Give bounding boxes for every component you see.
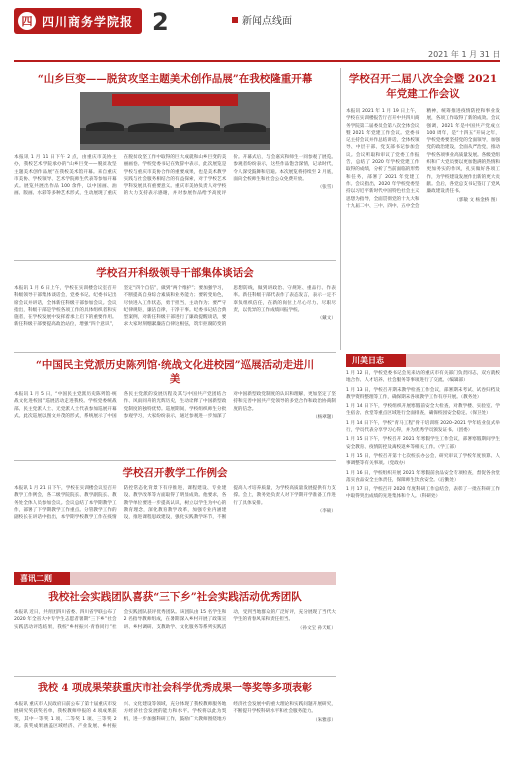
article-exhibition bbox=[14, 70, 336, 258]
brief-item: 1 月 15 日，学校召开第十七次校长办公会，研究审议了学校年度预算、人事调整等有关事项。（党政办） bbox=[346, 453, 500, 467]
article-cadre-byline: （戴文） bbox=[317, 316, 336, 322]
photo-crowd bbox=[180, 122, 220, 131]
article-practice-text: 本报讯 近日，共青团四川省委、四川省学联公布了 2020 年全省大中专学生志愿者暑期“三下乡”社会实践活动评选结果，我校“乡村振兴·青春同行”社会实践团队获评优秀团队。该团队由 15 名学生和 2 名指导教师组成，在暑期深入乡村开展了政策宣讲、乡村调研、支教助学、文化服务等系列实践活动，受到当地群众的广泛好评，充分展现了当代大学生的青春风采和责任担当。 bbox=[14, 610, 336, 630]
top-rule bbox=[14, 60, 500, 62]
article-exhibition-text: 本报讯 1 月 11 日下午 2 点，由重庆市美协主办，我校艺术学院承办的“山乡巨变——脱贫攻坚主题美术创作品展”在我校美术馆开幕。来自重庆市美协、学校领导、艺术学院师生代表等参加开幕式。展览共展出作品 100 余件，以中国画、油画、版画、水彩等多种艺术形式，生动展现了重庆在脱贫攻坚工作中取得的巨大成就和山乡巨变的美丽画卷。学校党委书记在致辞中表示，此次展览是学校与重庆市美协合作的重要成果，也是美术教学实践与社会服务相结合的有益探索，对于学校艺术学科发展具有重要意义。重庆市美协负责人对学校的大力支持表示感谢，并对参展作品给予高度评价。开幕式后，与会嘉宾和师生一同参观了展览。参观者纷纷表示，这些作品饱含深情，记录时代，令人深受鼓舞和启迪。本次展览将持续至 2 月底，面向全校师生和社会公众免费开放。 bbox=[14, 155, 336, 197]
article-united-front bbox=[14, 356, 336, 458]
article-practice-team bbox=[14, 588, 336, 674]
article-cadre-talk bbox=[14, 264, 336, 350]
brief-item: 1 月 13 日，学校召开期末教学检查工作会议，部署期末考试、试卷归档及教学资料整理等工作，确保期末各项教学工作有序开展。（教务处） bbox=[346, 387, 500, 400]
briefs-header: 川美日志 bbox=[346, 354, 406, 367]
article-party-text: 本报讯 2021 年 1 月 19 日上午，学校在实训楼报告厅召开中共四川商务学院第二届委员会第八次全体会议暨 2021 年党建工作会议。党委书记主持会议并作总结讲话，全体校领导、中层干部、党支部书记参加会议。会议听取和审议了党委工作报告，总结了 2020 年学校党建工作取得的成绩，分析了当前面临的形势和任务，部署了 2021 年党建工作。会议指出，2020 年学校党委坚持以习近平新时代中国特色社会主义思想为指导，全面贯彻党的十九大和十九届二中、三中、四中、五中全会精神，统筹推进疫情防控和事业发展，各项工作取得了新的成效。会议强调，2021 年是中国共产党成立 100 周年，是“十四五”开局之年，学校党委要坚持党的全面领导，加强党的政治建设，全面从严治党，推动学校各项事业高质量发展。各级党组织和广大党员要以更加饱满的热情和更加务实的作风，扎实做好各项工作，为学校建设发展作出新的更大贡献。会后，各党总支书记签订了党风廉政建设责任书。 bbox=[346, 109, 500, 209]
article-awards bbox=[14, 680, 336, 760]
article-awards-byline: （朱雅彦） bbox=[312, 717, 336, 723]
article-teaching-meeting bbox=[14, 464, 336, 568]
section-divider bbox=[14, 676, 336, 677]
article-united-front-title: “中国民主党派历史陈列馆·统战文化进校园”巡展活动走进川美 bbox=[35, 359, 315, 385]
article-practice-body bbox=[14, 609, 336, 673]
article-united-front-body bbox=[14, 391, 336, 457]
article-teaching-text: 本报讯 1 月 21 日下午，学校在实训楼会议室召开教学工作例会，各二级学院院长、教学副院长、教务处全体人员参加会议。会议总结了本学期教学工作，部署了下学期教学工作重点。分管教学工作的副校长在讲话中指出，本学期学校教学工作在疫情防控常态化背景下有序推进，课程建设、专业建设、教学改革等方面取得了明显成效。他要求，各教学单位要进一步提高认识，树立以学生为中心的教育理念，深化教育教学改革，加强专业内涵建设，推进课程思政建设，强化实践教学环节，不断提高人才培养质量，为学校高质量发展提供有力支撑。会上，教务处负责人对下学期开学准备工作进行了具体安排。 bbox=[14, 486, 336, 521]
article-cadre-body bbox=[14, 285, 336, 349]
article-practice-title: 我校社会实践团队喜获“三下乡”社会实践活动优秀团队 bbox=[48, 591, 302, 603]
article-exhibition-title: “山乡巨变——脱贫攻坚主题美术创作品展”在我校隆重开幕 bbox=[37, 73, 313, 85]
section-divider bbox=[14, 352, 336, 353]
section-divider bbox=[14, 260, 336, 261]
brief-item: 1 月 16 日，学校组织开展 2021 年寒假前食品安全专项检查，督促各食堂落实食品安全主体责任，保障师生饮食安全。（后勤处） bbox=[346, 470, 500, 483]
article-party-byline: （郭敏 文 杨金桥 图） bbox=[454, 197, 500, 203]
newspaper-logo bbox=[14, 8, 142, 34]
article-exhibition-body bbox=[14, 154, 336, 256]
square-bullet-icon bbox=[232, 17, 238, 23]
photo-crowd bbox=[128, 123, 174, 132]
brief-item: 1 月 14 日下午，学校“青马工程”骨干培训班 2020–2021 学年结业仪式举行，学员代表分享学习心得，并为优秀学员颁发证书。（团委） bbox=[346, 420, 500, 434]
exhibition-photo bbox=[80, 92, 270, 150]
masthead bbox=[0, 0, 514, 64]
briefs-header-bar bbox=[406, 354, 500, 367]
article-exhibition-byline: （张雪） bbox=[317, 185, 336, 191]
brief-item: 1 月 14 日下午，学校组织开展寒假前安全大检查，对教学楼、实验室、学生宿舍、食堂等重点区域进行全面排查，确保校园安全稳定。（保卫处） bbox=[346, 404, 500, 417]
article-teaching-byline: （李硕） bbox=[317, 508, 336, 514]
section-label: 新闻点线面 bbox=[242, 16, 292, 27]
article-party-conference bbox=[346, 70, 500, 350]
article-awards-body bbox=[14, 701, 336, 759]
brief-item: 1 月 15 日下午，学校召开 2021 年寒假学生工作会议，部署寒假期间学生安全教育、疫情防控及离校返乡等相关工作。（学工部） bbox=[346, 437, 500, 450]
photo-banner bbox=[112, 94, 238, 106]
article-united-front-byline: （杨翠题） bbox=[312, 414, 336, 420]
article-teaching-title: 学校召开教学工作例会 bbox=[122, 467, 228, 479]
article-awards-text: 本报讯 重庆市人民政府日前公布了第十届重庆市发展研究奖获奖名单，我校教师申报的 4 项成果获奖，其中一等奖 1 项、二等奖 1 项、三等奖 2 项。获奖成果涵盖区域经济、产业发展、乡村振兴、文化建设等领域，充分体现了我校教师服务地方经济社会发展的能力和水平。学校将以此为契机，进一步加强科研工作，鼓励广大教师围绕地方经济社会发展中的重大理论和实践问题开展研究，不断提升学校科研水平和社会服务能力。 bbox=[14, 702, 336, 729]
article-cadre-text: 本报讯 1 月 6 日上午，学校在实训楼会议室召开科级领导干部集体谈话会，党委书记、纪委书记出席会议并讲话，全体新任科级干部参加会议。会议指出，科级干部是学校各项工作的具体组织者和实施者，在学校发展中发挥着承上启下的重要作用。新任科级干部要提高政治站位，增强“四个意识”，坚定“四个自信”，做到“两个维护”；要加强学习，不断提高自身综合素质和业务能力；要转变角色，尽快进入工作状态，勇于担当，主动作为；要严守纪律规矩，廉洁自律，干净干事。纪委书记结合典型案例，对新任科级干部进行了廉政提醒谈话，要求大家时刻绷紧廉洁自律这根弦，筑牢拒腐防变的思想防线，做到讲政治、守规矩、重品行、作表率。新任科级干部代表作了表态发言，表示一定不辜负组织信任，在新的岗位上尽心尽力、尽职尽责，以优异的工作成绩回报学校。 bbox=[14, 286, 336, 328]
logo-mark: 四 bbox=[18, 12, 36, 30]
article-teaching-body bbox=[14, 485, 336, 567]
logo-text: 四川商务学院报 bbox=[42, 14, 134, 29]
honor-section-header: 喜讯二则 bbox=[14, 572, 70, 585]
section-divider bbox=[14, 460, 336, 461]
column-divider bbox=[340, 68, 341, 350]
article-party-title: 学校召开二届八次全会暨 2021 年党建工作会议 bbox=[348, 73, 498, 100]
section-name bbox=[232, 12, 292, 27]
page-number: 2 bbox=[152, 8, 169, 36]
article-united-front-text: 本报讯 1 月 5 日，“中国民主党派历史陈列馆·统战文化进校园”巡展活动走进我校。学校党委统战部、民主党派人士、无党派人士代表参加巡展开幕式。此次巡展以图文并茂的形式，系统展示了中国各民主党派的发展历程及其与中国共产党团结合作、风雨同舟的光辉历史，生动诠释了中国新型政党制度的独特优势。巡展期间，学校组织师生分批参观学习，大家纷纷表示，通过参观进一步加深了对中国新型政党制度的认识和理解，更加坚定了坚持和完善中国共产党领导的多党合作和政治协商制度的信念。 bbox=[14, 392, 336, 419]
briefs-list bbox=[346, 370, 500, 754]
article-practice-byline: （孙文宝 孙天虹） bbox=[297, 625, 336, 631]
photo-crowd bbox=[86, 122, 124, 131]
article-cadre-title: 学校召开科级领导干部集体谈话会 bbox=[96, 267, 254, 279]
brief-item: 1 月 12 日，学校党委书记会见来访的重庆市有关部门负责同志，双方就校地合作、人才培养、社会服务等事项进行了交流。（编辑部） bbox=[346, 371, 500, 384]
article-party-body bbox=[346, 108, 500, 346]
honor-section-bar bbox=[70, 572, 336, 585]
issue-date: 2021 年 1 月 31 日 bbox=[428, 50, 501, 59]
photo-crowd bbox=[224, 123, 266, 132]
brief-item: 1 月 17 日，学校召开 2020 年度科研工作总结会，表彰了一批在科研工作中取得突出成绩的先进集体和个人。（科研处） bbox=[346, 487, 500, 500]
article-awards-title: 我校 4 项成果荣获重庆市社会科学优秀成果一等奖等多项表彰 bbox=[38, 683, 312, 694]
